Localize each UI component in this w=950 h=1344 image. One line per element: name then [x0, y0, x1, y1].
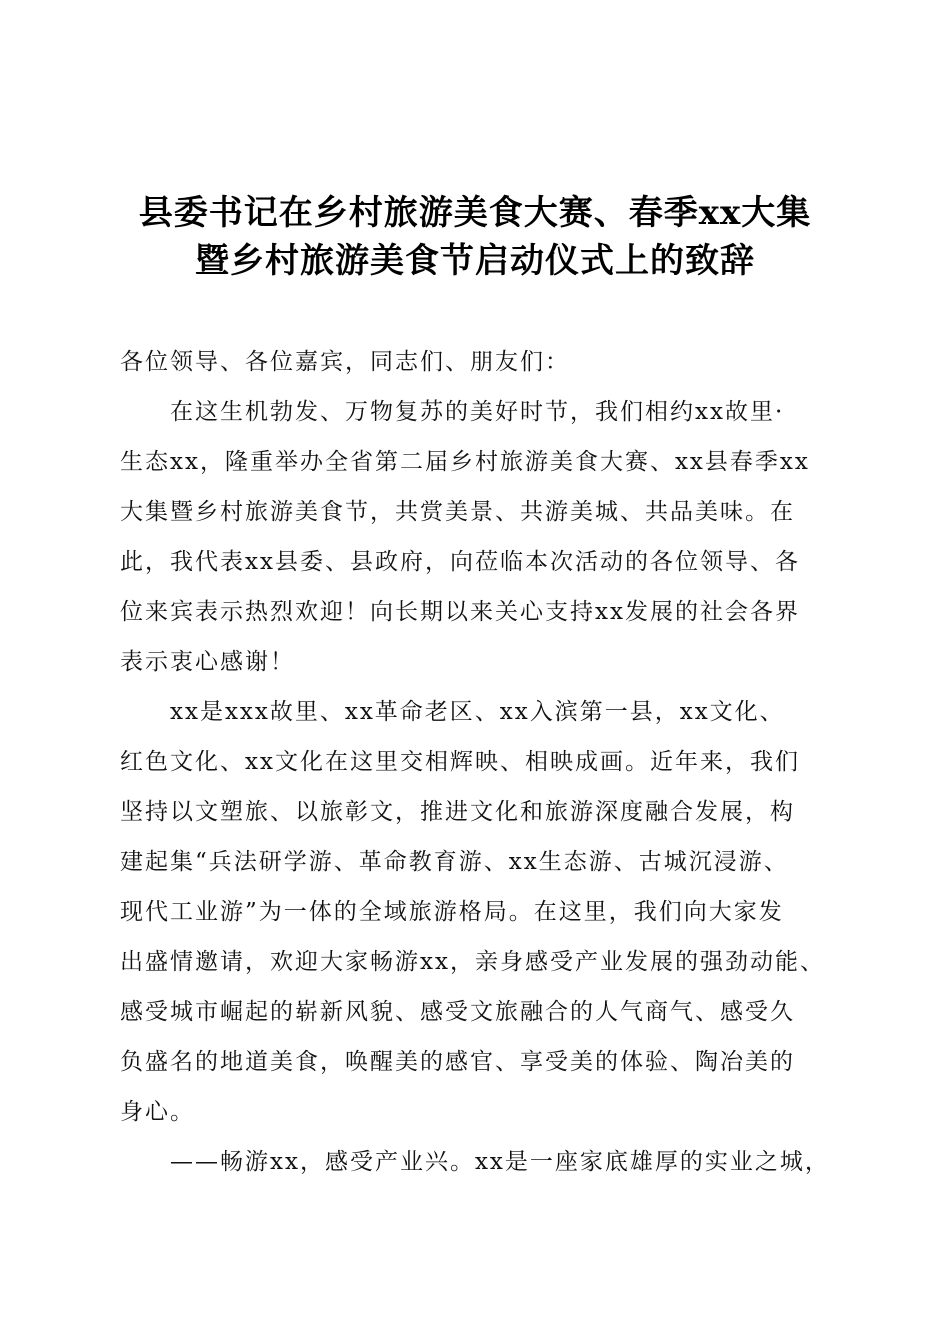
- body-line: 位来宾表示热烈欢迎！向长期以来关心支持xx发展的社会各界: [120, 599, 800, 625]
- body-line: 身心。: [120, 1099, 195, 1125]
- salutation: 各位领导、各位嘉宾，同志们、朋友们：: [120, 349, 570, 375]
- body-line: 坚持以文塑旅、以旅彰文，推进文化和旅游深度融合发展，构: [120, 799, 795, 825]
- body-line: 现代工业游”为一体的全域旅游格局。在这里，我们向大家发: [120, 899, 784, 925]
- body-line: 负盛名的地道美食，唤醒美的感官、享受美的体验、陶冶美的: [120, 1049, 795, 1075]
- body-line: 表示衷心感谢！: [120, 649, 295, 675]
- document-body: [120, 337, 840, 1187]
- body-line: 感受城市崛起的崭新风貌、感受文旅融合的人气商气、感受久: [120, 999, 795, 1025]
- body-line: 此，我代表xx县委、县政府，向莅临本次活动的各位领导、各: [120, 549, 800, 575]
- document-title-line-1: 县委书记在乡村旅游美食大赛、春季xx大集: [138, 193, 812, 233]
- body-line: 出盛情邀请，欢迎大家畅游xx，亲身感受产业发展的强劲动能、: [120, 949, 825, 975]
- body-line: 建起集“兵法研学游、革命教育游、xx生态游、古城沉浸游、: [120, 849, 789, 875]
- document-title-line-2: 暨乡村旅游美食节启动仪式上的致辞: [195, 241, 755, 281]
- body-line: 大集暨乡村旅游美食节，共赏美景、共游美城、共品美味。在: [120, 499, 795, 525]
- body-line: ——畅游xx，感受产业兴。xx是一座家底雄厚的实业之城，: [120, 1149, 830, 1175]
- body-line: xx是xxx故里、xx革命老区、xx入滨第一县，xx文化、: [120, 699, 785, 725]
- body-line: 生态xx，隆重举办全省第二届乡村旅游美食大赛、xx县春季xx: [120, 449, 810, 475]
- body-line: 红色文化、xx文化在这里交相辉映、相映成画。近年来，我们: [120, 749, 800, 775]
- body-line: 在这生机勃发、万物复苏的美好时节，我们相约xx故里·: [120, 399, 785, 425]
